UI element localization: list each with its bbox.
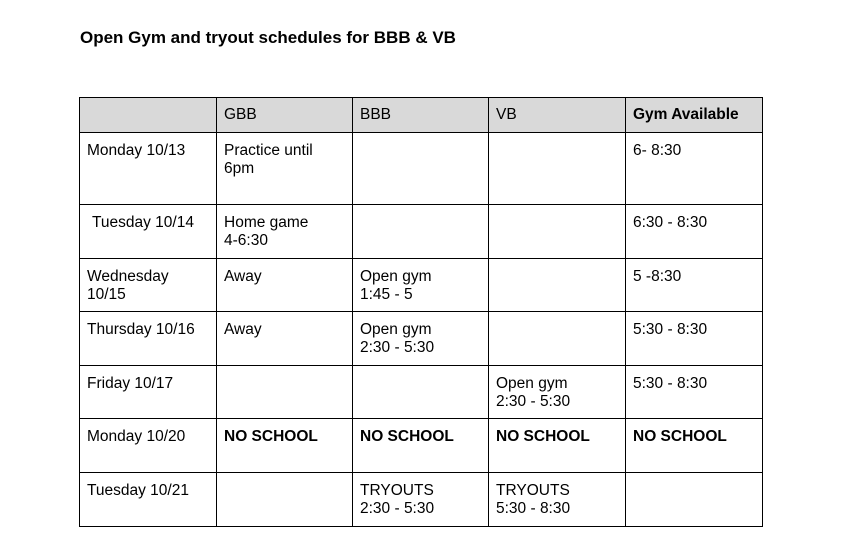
schedule-table	[79, 97, 763, 527]
header-cell-gbb: GBB	[217, 98, 353, 133]
cell-day: Tuesday 10/21	[80, 473, 217, 527]
header-cell-bbb: BBB	[353, 98, 489, 133]
table-row	[80, 133, 763, 205]
cell-gbb: Home game 4-6:30	[217, 205, 353, 259]
cell-gym: 5 -8:30	[626, 259, 763, 312]
cell-bbb: Open gym 1:45 - 5	[353, 259, 489, 312]
table-row	[80, 473, 763, 527]
cell-vb: Open gym 2:30 - 5:30	[489, 366, 626, 419]
cell-vb	[489, 259, 626, 312]
cell-bbb	[353, 205, 489, 259]
cell-day: Wednesday 10/15	[80, 259, 217, 312]
cell-vb	[489, 133, 626, 205]
cell-day: Tuesday 10/14	[80, 205, 217, 259]
table-row	[80, 205, 763, 259]
table-row	[80, 419, 763, 473]
cell-gym: 5:30 - 8:30	[626, 312, 763, 366]
cell-vb	[489, 205, 626, 259]
cell-gym: NO SCHOOL	[626, 419, 763, 473]
cell-gbb: Away	[217, 312, 353, 366]
cell-day: Monday 10/13	[80, 133, 217, 205]
cell-bbb	[353, 366, 489, 419]
cell-bbb: NO SCHOOL	[353, 419, 489, 473]
table-row	[80, 259, 763, 312]
cell-gbb	[217, 473, 353, 527]
header-cell-day	[80, 98, 217, 133]
cell-gbb	[217, 366, 353, 419]
document-title: Open Gym and tryout schedules for BBB & VB	[80, 28, 456, 47]
table-header-row	[80, 98, 763, 133]
cell-gym	[626, 473, 763, 527]
cell-gym: 6:30 - 8:30	[626, 205, 763, 259]
cell-day: Monday 10/20	[80, 419, 217, 473]
cell-vb	[489, 312, 626, 366]
cell-gym: 6- 8:30	[626, 133, 763, 205]
cell-gbb: Away	[217, 259, 353, 312]
table-row	[80, 312, 763, 366]
cell-gbb: Practice until 6pm	[217, 133, 353, 205]
cell-bbb	[353, 133, 489, 205]
header-cell-gym-available: Gym Available	[626, 98, 763, 133]
header-cell-vb: VB	[489, 98, 626, 133]
cell-bbb: Open gym 2:30 - 5:30	[353, 312, 489, 366]
cell-day: Friday 10/17	[80, 366, 217, 419]
cell-day: Thursday 10/16	[80, 312, 217, 366]
cell-gym: 5:30 - 8:30	[626, 366, 763, 419]
table-row	[80, 366, 763, 419]
cell-bbb: TRYOUTS 2:30 - 5:30	[353, 473, 489, 527]
cell-vb: TRYOUTS 5:30 - 8:30	[489, 473, 626, 527]
cell-gbb: NO SCHOOL	[217, 419, 353, 473]
cell-vb: NO SCHOOL	[489, 419, 626, 473]
